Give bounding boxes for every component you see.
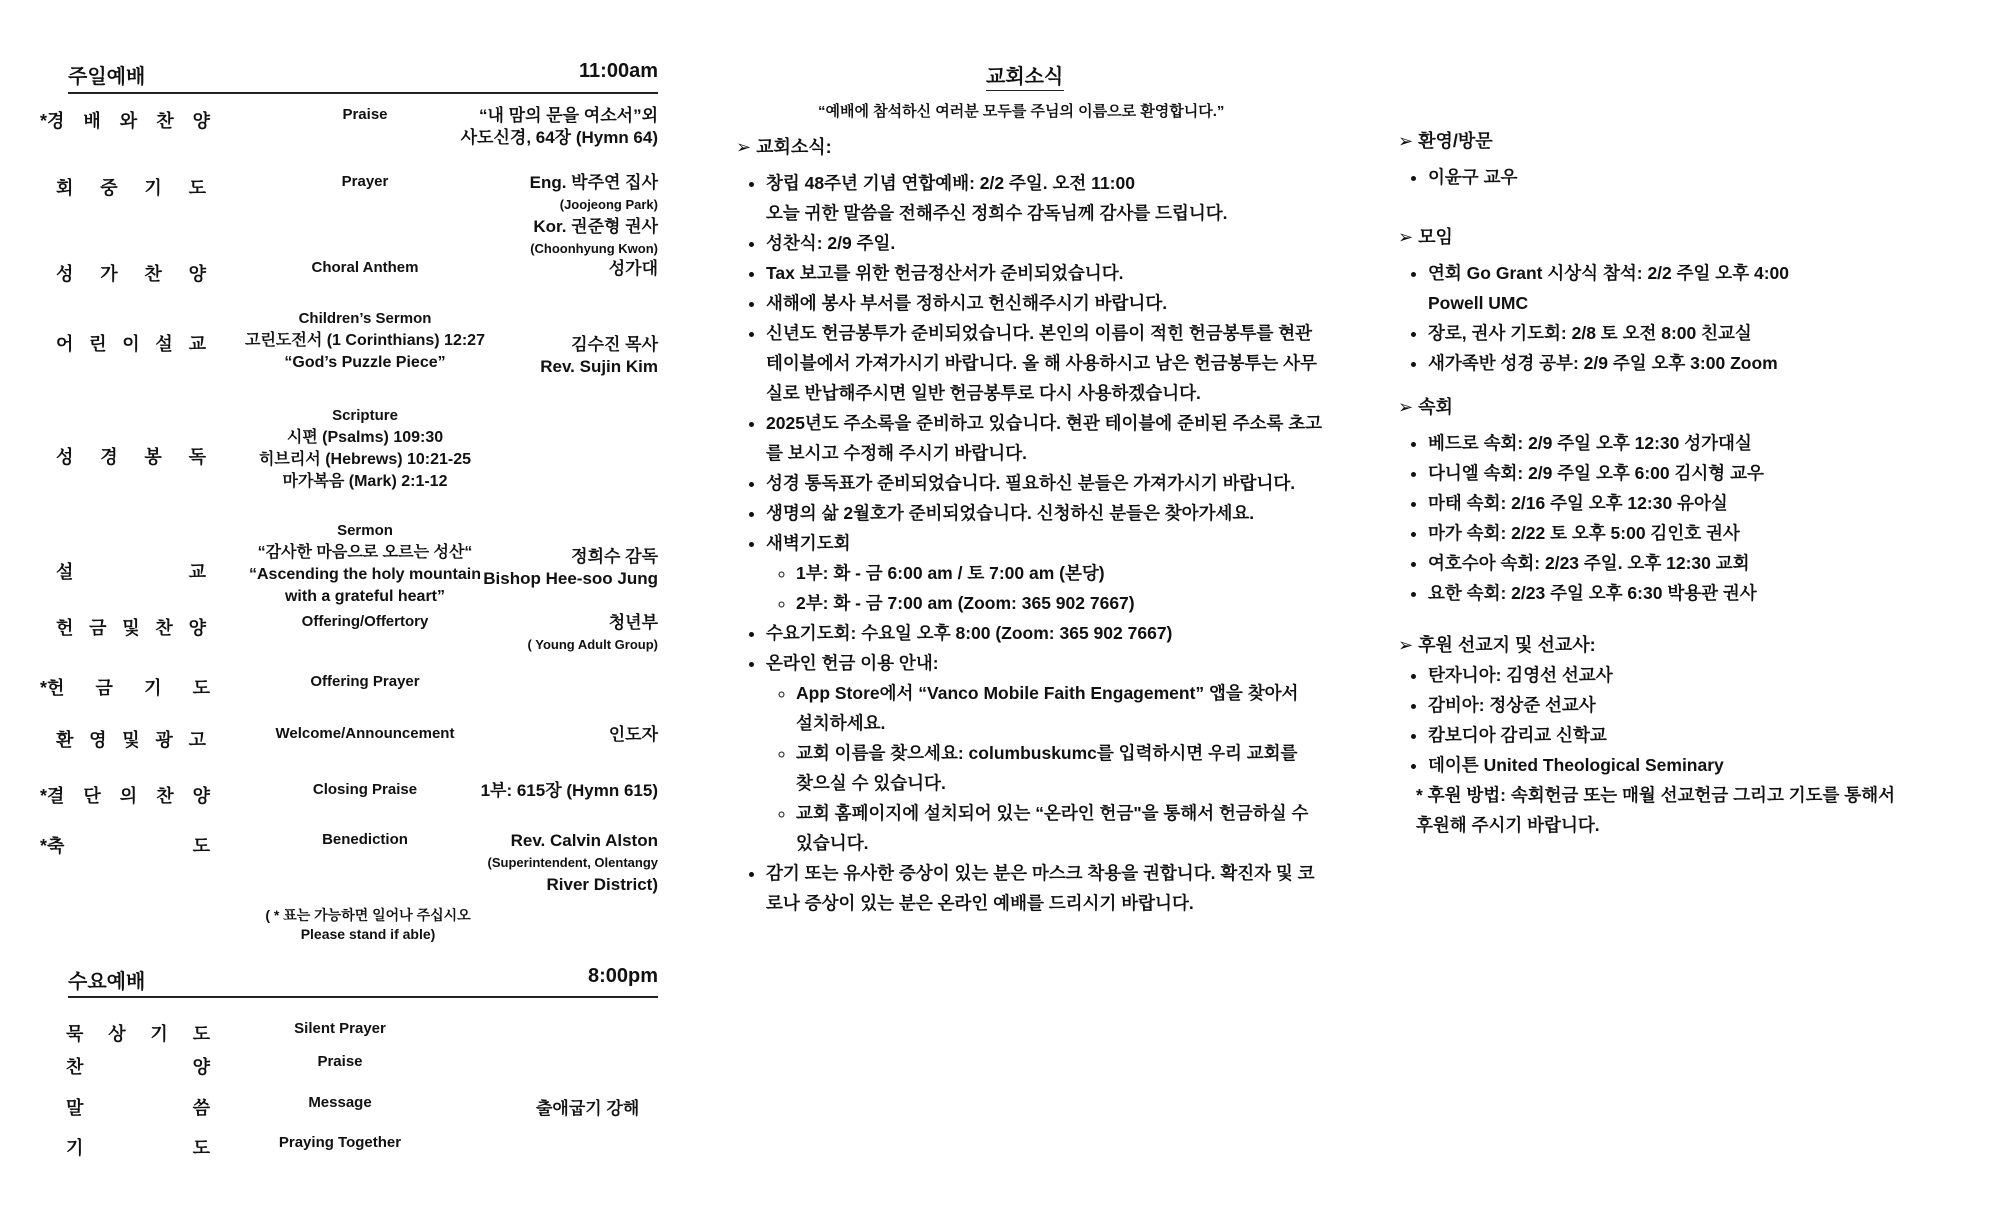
news-panel [736, 132, 1336, 918]
leader-line: Eng. 박주연 집사 [529, 173, 658, 192]
label-char: 도 [192, 1024, 210, 1044]
worship-item-label [56, 330, 206, 356]
worship-item-label [56, 726, 206, 752]
worship-item-leader [440, 830, 658, 896]
news-section-header [736, 132, 1336, 162]
worship-item-leader [440, 258, 658, 280]
label-char: 양 [188, 618, 206, 638]
cell-group-item: • 마태 속회: 2/16 주일 오후 12:30 유아실 [1428, 488, 1958, 518]
worship-item-leader [440, 724, 658, 746]
worship-item-detail: Offering Prayer [310, 673, 420, 690]
news-item-text: • 성찬식: 2/9 주일. [766, 233, 896, 253]
label-char: *경 [40, 111, 65, 131]
label-char: 찬 [66, 1057, 84, 1077]
cell-list [1398, 428, 1958, 608]
worship-row [0, 306, 680, 396]
news-title: 교회소식 [986, 66, 1064, 88]
leader-line: “내 맘의 문을 여소서”외 [479, 106, 658, 125]
worship-item-detail: Choral Anthem [311, 259, 419, 276]
meeting-header [1398, 222, 1958, 252]
worship-item-detail: Praise [342, 106, 388, 123]
mission-item: • 탄자니아: 김영선 선교사 [1428, 660, 1958, 690]
cell-group-item: • 마가 속회: 2/22 토 오후 5:00 김인호 권사 [1428, 518, 1958, 548]
wednesday-item-english: Praying Together [278, 1134, 402, 1151]
label-char: 및 [122, 618, 140, 638]
leader-line: 1부: 615장 (Hymn 615) [480, 781, 658, 800]
label-char: 성 [56, 447, 74, 467]
label-char: 금 [89, 618, 107, 638]
leader-line: 성가대 [608, 259, 658, 278]
cell-group-item: • 베드로 속회: 2/9 주일 오후 12:30 성가대실 [1428, 428, 1958, 458]
label-char: 이 [122, 334, 140, 354]
stand-note-en: Please stand if able) [300, 926, 436, 942]
worship-item-english [220, 405, 510, 493]
news-sublist [766, 558, 1336, 618]
label-char: 찬 [155, 618, 173, 638]
label-char: *축 [40, 836, 65, 856]
label-char: 설 [56, 562, 74, 582]
label-char: 고 [188, 730, 206, 750]
label-char: 가 [100, 264, 118, 284]
label-char: 도 [188, 178, 206, 198]
label-char: 찬 [156, 111, 174, 131]
leader-line: (Joojeong Park) [559, 197, 658, 212]
stand-note-ko: ( * 표는 가능하면 일어나 주십시오 [265, 907, 471, 923]
label-char: 교 [188, 562, 206, 582]
news-section-title: 교회소식: [756, 137, 832, 157]
label-char: *헌 [40, 678, 65, 698]
label-char: 교 [188, 334, 206, 354]
news-item-text: • Tax 보고를 위한 헌금정산서가 준비되었습니다. [766, 263, 1124, 283]
worship-item-detail: 마가복음 (Mark) 2:1-12 [282, 473, 448, 490]
worship-item-detail: 히브리서 (Hebrews) 10:21-25 [258, 451, 472, 468]
label-char: 양 [192, 786, 210, 806]
label-char: 헌 [56, 618, 74, 638]
worship-row [0, 828, 680, 918]
mission-item: • 캄보디아 감리교 신학교 [1428, 720, 1958, 750]
wednesday-item-detail: 출애굽기 강해 [536, 1099, 640, 1118]
label-char: 찬 [144, 264, 162, 284]
label-char: 어 [56, 334, 74, 354]
leader-line: ( Young Adult Group) [527, 637, 658, 652]
cell-group-item: • 여호수아 속회: 2/23 주일. 오후 12:30 교회 [1428, 548, 1958, 578]
worship-item-leader [440, 105, 658, 149]
news-subitem: ◦ 1부: 화 - 금 6:00 am / 토 7:00 am (본당) [796, 558, 1336, 588]
sunday-time: 11:00am [579, 60, 658, 82]
arrowhead-bullet-icon: ➢ [1398, 227, 1414, 247]
meeting-item: • 장로, 권사 기도회: 2/8 토 오전 8:00 친교실 [1428, 318, 1958, 348]
leader-line: (Choonhyung Kwon) [530, 241, 658, 256]
label-char: 광 [155, 730, 173, 750]
news-item [766, 468, 1336, 498]
sunday-title: 주일예배 [68, 66, 146, 88]
mission-item: • 데이튼 United Theological Seminary [1428, 750, 1958, 780]
news-subitem: ◦ App Store에서 “Vanco Mobile Faith Engagement” 앱을 찾아서 설치하세요. [796, 678, 1336, 738]
worship-item-leader [440, 612, 658, 656]
label-char: 도 [192, 1138, 210, 1158]
news-item [766, 168, 1336, 228]
news-title-underline [986, 90, 1064, 91]
worship-item-label [56, 443, 206, 469]
arrowhead-bullet-icon: ➢ [736, 137, 752, 157]
label-char: 환 [56, 730, 74, 750]
worship-item-leader [440, 546, 658, 590]
leader-line: 김수진 목사 [571, 335, 658, 354]
label-char: 단 [83, 786, 101, 806]
wednesday-divider [68, 996, 658, 998]
label-char: 기 [144, 678, 162, 698]
news-sublist [766, 678, 1336, 858]
label-char: 중 [100, 178, 118, 198]
worship-item-english [220, 672, 510, 692]
news-item-text: • 생명의 삶 2월호가 준비되었습니다. 신청하신 분들은 찾아가세요. [766, 503, 1255, 523]
label-char: 도 [192, 836, 210, 856]
worship-row [0, 403, 680, 493]
label-char: 의 [119, 786, 138, 806]
news-subitem: ◦ 교회 이름을 찾으세요: columbuskumc를 입력하시면 우리 교회를 찾으실 수 있습니다. [796, 738, 1336, 798]
worship-item-label [56, 614, 206, 640]
meeting-list [1398, 258, 1958, 378]
worship-item-detail: Closing Praise [312, 781, 418, 798]
visit-header [1398, 126, 1958, 156]
visit-list [1398, 162, 1958, 192]
wednesday-time: 8:00pm [587, 965, 658, 987]
worship-item-detail: 시편 (Psalms) 109:30 [286, 429, 444, 446]
meeting-title: 모임 [1418, 227, 1453, 247]
label-char: 회 [56, 178, 74, 198]
worship-item-detail: Welcome/Announcement [275, 725, 455, 742]
label-char: 기 [144, 178, 162, 198]
news-item [766, 618, 1336, 648]
worship-item-label [56, 558, 206, 584]
label-char: 묵 [66, 1024, 84, 1044]
worship-item-detail: 고린도전서 (1 Corinthians) 12:27 [245, 332, 485, 349]
news-item-text: • 2025년도 주소록을 준비하고 있습니다. 현관 테이블에 준비된 주소록 초고 를 보시고 수정해 주시기 바랍니다. [766, 413, 1323, 463]
cell-header [1398, 392, 1958, 422]
wednesday-item-label [66, 1020, 210, 1046]
cell-group-item: • 다니엘 속회: 2/9 주일 오후 6:00 김시형 교우 [1428, 458, 1958, 488]
label-char: 씀 [192, 1098, 210, 1118]
worship-item-detail: Prayer [341, 173, 389, 190]
news-item-text: • 새벽기도회 [766, 533, 851, 553]
mission-list [1398, 660, 1958, 780]
worship-item-detail: “Ascending the holy mountain [248, 566, 481, 583]
news-subitem: ◦ 교회 홈페이지에 설치되어 있는 “온라인 헌금"을 통해서 헌금하실 수 있습니다. [796, 798, 1336, 858]
label-char: 찬 [156, 786, 174, 806]
cell-title: 속회 [1418, 397, 1453, 417]
news-item [766, 648, 1336, 858]
sunday-divider [68, 92, 658, 94]
label-char: 금 [95, 678, 113, 698]
mission-item: • 감비아: 정상준 선교사 [1428, 690, 1958, 720]
worship-item-detail: Offering/Offertory [301, 613, 429, 630]
visit-item: • 이윤구 교우 [1428, 162, 1958, 192]
worship-item-label [40, 107, 210, 133]
worship-item-detail: Sermon [337, 522, 393, 539]
label-char: 양 [188, 264, 206, 284]
visit-title: 환영/방문 [1418, 131, 1493, 151]
news-item [766, 288, 1336, 318]
mission-note: * 후원 방법: 속회헌금 또는 매월 선교헌금 그리고 기도를 통해서 후원해 주시기 바랍니다. [1416, 785, 1896, 835]
arrowhead-bullet-icon: ➢ [1398, 131, 1414, 151]
cell-group-item: • 요한 속회: 2/23 주일 오후 6:30 박용관 권사 [1428, 578, 1958, 608]
stand-note [248, 906, 488, 944]
right-panel [1398, 126, 1958, 840]
wednesday-item-label [66, 1053, 210, 1079]
label-char: 기 [66, 1138, 84, 1158]
worship-item-detail: Children’s Sermon [298, 310, 432, 327]
news-item-text: • 수요기도회: 수요일 오후 8:00 (Zoom: 365 902 7667) [766, 623, 1173, 643]
news-item [766, 498, 1336, 528]
leader-line: 인도자 [608, 725, 658, 744]
label-char: 성 [56, 264, 74, 284]
news-item-text: • 신년도 헌금봉투가 준비되었습니다. 본인의 이름이 적힌 헌금봉투를 현관 테이블에서 가져가시기 바랍니다. 올 해 사용하시고 남은 헌금봉투는 사무 실로 반납해주시면 일반 헌금봉투로 다시 사용하겠습니다. [766, 323, 1317, 403]
arrowhead-bullet-icon: ➢ [1398, 635, 1414, 655]
news-item-text: • 새해에 봉사 부서를 정하시고 헌신해주시기 바랍니다. [766, 293, 1168, 313]
label-char: 및 [122, 730, 140, 750]
label-char: 봉 [144, 447, 162, 467]
label-char: 양 [192, 1057, 210, 1077]
wednesday-item-english: Silent Prayer [294, 1020, 386, 1037]
label-char: 기 [150, 1024, 168, 1044]
leader-line: 사도신경, 64장 (Hymn 64) [460, 128, 658, 147]
worship-item-leader [440, 334, 658, 378]
label-char: 상 [108, 1024, 126, 1044]
label-char: *결 [40, 786, 65, 806]
label-char: 양 [192, 111, 210, 131]
label-char: 린 [89, 334, 107, 354]
label-char: 배 [83, 111, 101, 131]
wednesday-title: 수요예배 [68, 971, 146, 993]
news-item [766, 258, 1336, 288]
worship-item-label [56, 260, 206, 286]
news-subitem: ◦ 2부: 화 - 금 7:00 am (Zoom: 365 902 7667) [796, 588, 1336, 618]
worship-row [0, 518, 680, 608]
wednesday-item-english: Message [308, 1094, 372, 1111]
worship-item-detail: “God’s Puzzle Piece” [284, 354, 446, 371]
news-item [766, 528, 1336, 618]
mission-header [1398, 630, 1958, 660]
worship-item-detail: Scripture [332, 407, 398, 424]
wednesday-item-label [66, 1134, 210, 1160]
news-welcome: “예배에 참석하신 여러분 모두를 주님의 이름으로 환영합니다.” [818, 103, 1225, 120]
label-char: 영 [89, 730, 107, 750]
wednesday-item-english: Praise [317, 1053, 363, 1070]
news-item-text: • 온라인 헌금 이용 안내: [766, 653, 939, 673]
worship-item-detail: with a grateful heart” [284, 588, 446, 605]
mission-title: 후원 선교지 및 선교사: [1418, 635, 1596, 655]
news-item [766, 858, 1336, 918]
worship-item-leader [440, 780, 658, 802]
meeting-item: • 새가족반 성경 공부: 2/9 주일 오후 3:00 Zoom [1428, 348, 1958, 378]
news-item-text: • 감기 또는 유사한 증상이 있는 분은 마스크 착용을 권합니다. 확진자 및 코 로나 증상이 있는 분은 온라인 예배를 드리시기 바랍니다. [766, 863, 1315, 913]
arrowhead-bullet-icon: ➢ [1398, 397, 1414, 417]
news-item [766, 408, 1336, 468]
news-item [766, 318, 1336, 408]
leader-line: River District) [546, 875, 658, 894]
worship-item-label [40, 674, 210, 700]
worship-item-detail: “감사한 마음으로 오르는 성산“ [257, 544, 473, 561]
news-item-text: • 창립 48주년 기념 연합예배: 2/2 주일. 오전 11:00 오늘 귀한 말씀을 전해주신 정희수 감독님께 감사를 드립니다. [766, 173, 1228, 223]
leader-line: (Superintendent, Olentangy [487, 855, 658, 870]
leader-line: Kor. 권준형 권사 [533, 217, 658, 236]
leader-line: Rev. Calvin Alston [510, 831, 658, 850]
leader-line: Rev. Sujin Kim [540, 357, 658, 376]
label-char: 와 [119, 111, 138, 131]
worship-item-label [40, 832, 210, 858]
label-char: 독 [188, 447, 206, 467]
leader-line: Bishop Hee-soo Jung [483, 569, 658, 588]
worship-item-leader [440, 172, 658, 260]
news-item [766, 228, 1336, 258]
leader-line: 청년부 [608, 613, 658, 632]
worship-row [0, 170, 680, 260]
news-item-text: • 성경 통독표가 준비되었습니다. 필요하신 분들은 가져가시기 바랍니다. [766, 473, 1296, 493]
leader-line: 정희수 감독 [571, 547, 658, 566]
meeting-item: • 연회 Go Grant 시상식 참석: 2/2 주일 오후 4:00 Powell UMC [1428, 258, 1958, 318]
label-char: 경 [100, 447, 118, 467]
label-char: 도 [192, 678, 210, 698]
worship-item-label [40, 782, 210, 808]
label-char: 말 [66, 1098, 84, 1118]
worship-item-label [56, 174, 206, 200]
news-list [736, 168, 1336, 918]
wednesday-item-label [66, 1094, 210, 1120]
worship-item-detail: Benediction [322, 831, 408, 848]
label-char: 설 [155, 334, 173, 354]
